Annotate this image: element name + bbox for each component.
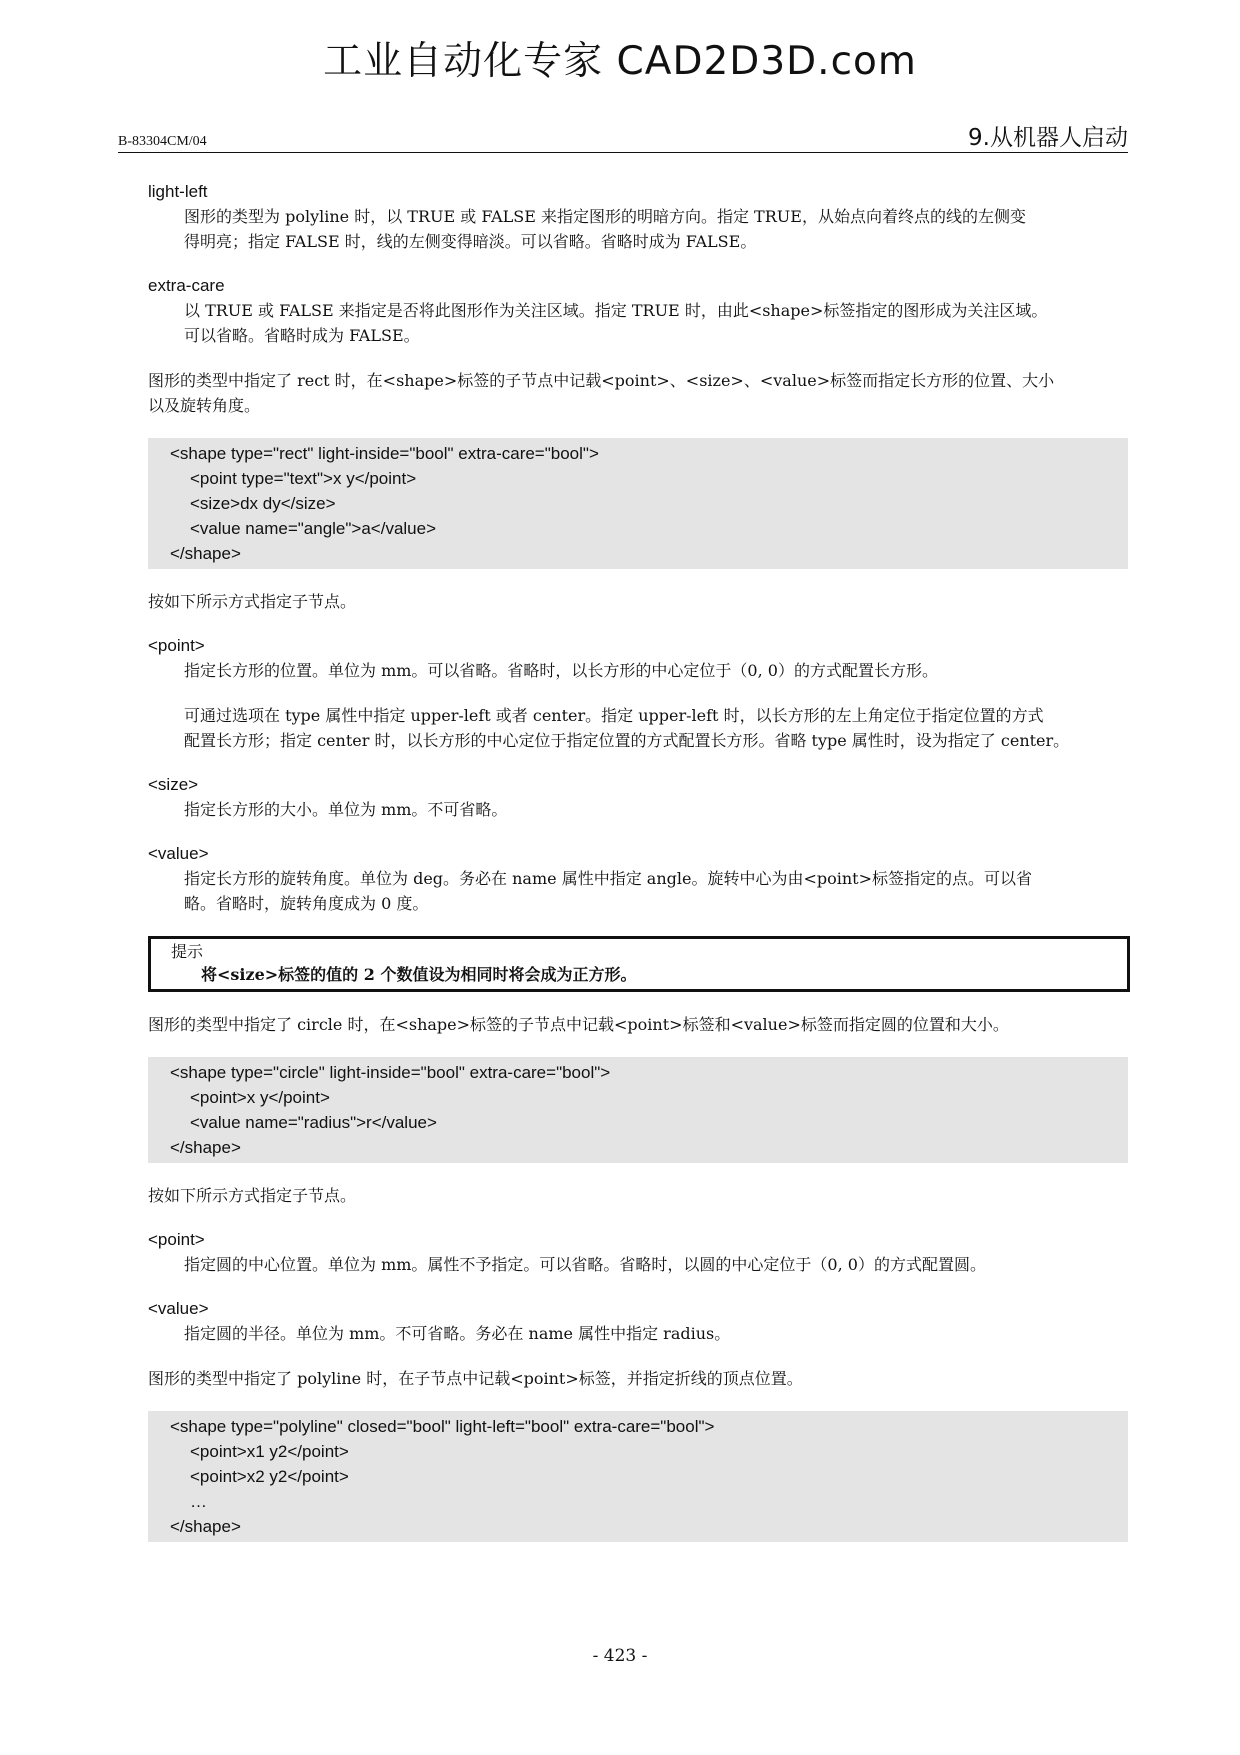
desc-line: 图形的类型为 polyline 时，以 TRUE 或 FALSE 来指定图形的明暗方向。指定 TRUE，从始点向着终点的线的左侧变 <box>184 207 1026 226</box>
tip-box <box>148 936 1130 992</box>
rect-code-block <box>148 438 1128 569</box>
code-line: <shape type="rect" light-inside="bool" extra-care="bool"> <box>170 444 599 463</box>
desc-line: 可以省略。省略时成为 FALSE。 <box>184 326 420 345</box>
code-line: … <box>190 1492 207 1511</box>
desc-line: 指定长方形的旋转角度。单位为 deg。务必在 name 属性中指定 angle。旋转中心为由<point>标签指定的点。可以省 <box>184 869 1032 888</box>
rect-intro: 图形的类型中指定了 rect 时，在<shape>标签的子节点中记载<point>、<size>、<value>标签而指定长方形的位置、大小 <box>148 371 1055 390</box>
code-line: </shape> <box>170 1517 241 1536</box>
code-line: </shape> <box>170 544 241 563</box>
code-line: <point>x y</point> <box>190 1088 330 1107</box>
child-nodes-note: 按如下所示方式指定子节点。 <box>148 1186 357 1205</box>
desc-line: 配置长方形；指定 center 时，以长方形的中心定位于指定位置的方式配置长方形。省略 type 属性时，设为指定了 center。 <box>184 731 1070 750</box>
chapter-title: 9.从机器人启动 <box>968 125 1128 151</box>
desc-line: 得明亮；指定 FALSE 时，线的左侧变得暗淡。可以省略。省略时成为 FALSE。 <box>184 232 757 251</box>
code-line: <point>x1 y2</point> <box>190 1442 349 1461</box>
term-light-left: light-left <box>148 182 208 201</box>
desc-line: 指定长方形的大小。单位为 mm。不可省略。 <box>184 800 508 819</box>
term-value: <value> <box>148 844 209 863</box>
polyline-intro: 图形的类型中指定了 polyline 时，在子节点中记载<point>标签，并指定折线的顶点位置。 <box>148 1369 803 1388</box>
code-line: <shape type="polyline" closed="bool" light-left="bool" extra-care="bool"> <box>170 1417 715 1436</box>
page-number: - 423 - <box>592 1646 648 1666</box>
polyline-code-block <box>148 1411 1128 1542</box>
desc-line: 指定长方形的位置。单位为 mm。可以省略。省略时，以长方形的中心定位于（0, 0）的方式配置长方形。 <box>184 661 938 680</box>
circle-code-block <box>148 1057 1128 1163</box>
tip-body: 将<size>标签的值的 2 个数值设为相同时将会成为正方形。 <box>201 965 637 984</box>
desc-line: 指定圆的半径。单位为 mm。不可省略。务必在 name 属性中指定 radius。 <box>184 1324 731 1343</box>
term-point: <point> <box>148 1230 205 1249</box>
term-extra-care: extra-care <box>148 276 225 295</box>
desc-line: 以 TRUE 或 FALSE 来指定是否将此图形作为关注区域。指定 TRUE 时，由此<shape>标签指定的图形成为关注区域。 <box>184 301 1048 320</box>
term-size: <size> <box>148 775 199 794</box>
code-line: <value name="angle">a</value> <box>190 519 437 538</box>
code-line: <value name="radius">r</value> <box>190 1113 437 1132</box>
desc-line: 可通过选项在 type 属性中指定 upper-left 或者 center。指定 upper-left 时，以长方形的左上角定位于指定位置的方式 <box>184 706 1044 725</box>
site-banner: 工业自动化专家 CAD2D3D.com <box>323 39 917 84</box>
code-line: <shape type="circle" light-inside="bool" extra-care="bool"> <box>170 1063 611 1082</box>
page-content <box>148 180 1128 1542</box>
code-line: <size>dx dy</size> <box>190 494 336 513</box>
code-line: </shape> <box>170 1138 241 1157</box>
page-header <box>118 126 1128 153</box>
tip-title: 提示 <box>171 942 204 961</box>
desc-line: 略。省略时，旋转角度成为 0 度。 <box>184 894 429 913</box>
child-nodes-note: 按如下所示方式指定子节点。 <box>148 592 357 611</box>
term-value: <value> <box>148 1299 209 1318</box>
desc-line: 指定圆的中心位置。单位为 mm。属性不予指定。可以省略。省略时，以圆的中心定位于（0, 0）的方式配置圆。 <box>184 1255 986 1274</box>
code-line: <point type="text">x y</point> <box>190 469 417 488</box>
circle-intro: 图形的类型中指定了 circle 时，在<shape>标签的子节点中记载<point>标签和<value>标签而指定圆的位置和大小。 <box>148 1015 1009 1034</box>
term-point: <point> <box>148 636 205 655</box>
code-line: <point>x2 y2</point> <box>190 1467 349 1486</box>
rect-intro: 以及旋转角度。 <box>148 396 261 415</box>
doc-id: B-83304CM/04 <box>118 134 207 149</box>
